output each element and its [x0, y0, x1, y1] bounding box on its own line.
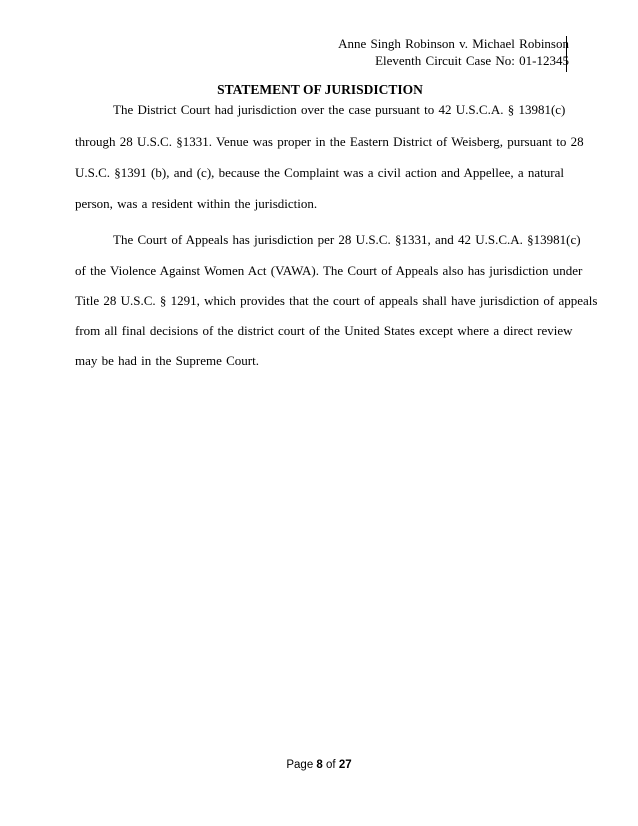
paragraph-line: person, was a resident within the jurisdiction.: [75, 196, 318, 211]
page-total: 27: [338, 759, 352, 771]
paragraph-line: through 28 U.S.C. §1331. Venue was proper in the Eastern District of Weisberg, pursuant to 28: [75, 134, 584, 149]
page-current: 8: [316, 759, 323, 771]
paragraph-line: The District Court had jurisdiction over the case pursuant to 42 U.S.C.A. § 13981(c): [113, 102, 566, 117]
page-label: Page: [286, 759, 314, 771]
paragraph-line: Title 28 U.S.C. § 1291, which provides that the court of appeals shall have jurisdiction of appeals: [75, 293, 598, 308]
case-title: Anne Singh Robinson v. Michael Robinson: [338, 36, 569, 51]
paragraph-line: of the Violence Against Women Act (VAWA). The Court of Appeals also has jurisdiction under: [75, 263, 583, 278]
page-footer: [0, 759, 638, 771]
case-header: [338, 35, 569, 69]
paragraph-line: The Court of Appeals has jurisdiction per 28 U.S.C. §1331, and 42 U.S.C.A. §13981(c): [113, 232, 581, 247]
paragraph-line: may be had in the Supreme Court.: [75, 353, 259, 368]
page-of: of: [326, 759, 336, 771]
case-number: Eleventh Circuit Case No: 01-12345: [375, 53, 569, 68]
section-title-text: STATEMENT OF JURISDICTION: [217, 82, 423, 97]
section-title: [0, 82, 638, 98]
paragraph-line: from all final decisions of the district court of the United States except where a direct review: [75, 323, 573, 338]
paragraph-line: U.S.C. §1391 (b), and (c), because the Complaint was a civil action and Appellee, a natural: [75, 165, 564, 180]
